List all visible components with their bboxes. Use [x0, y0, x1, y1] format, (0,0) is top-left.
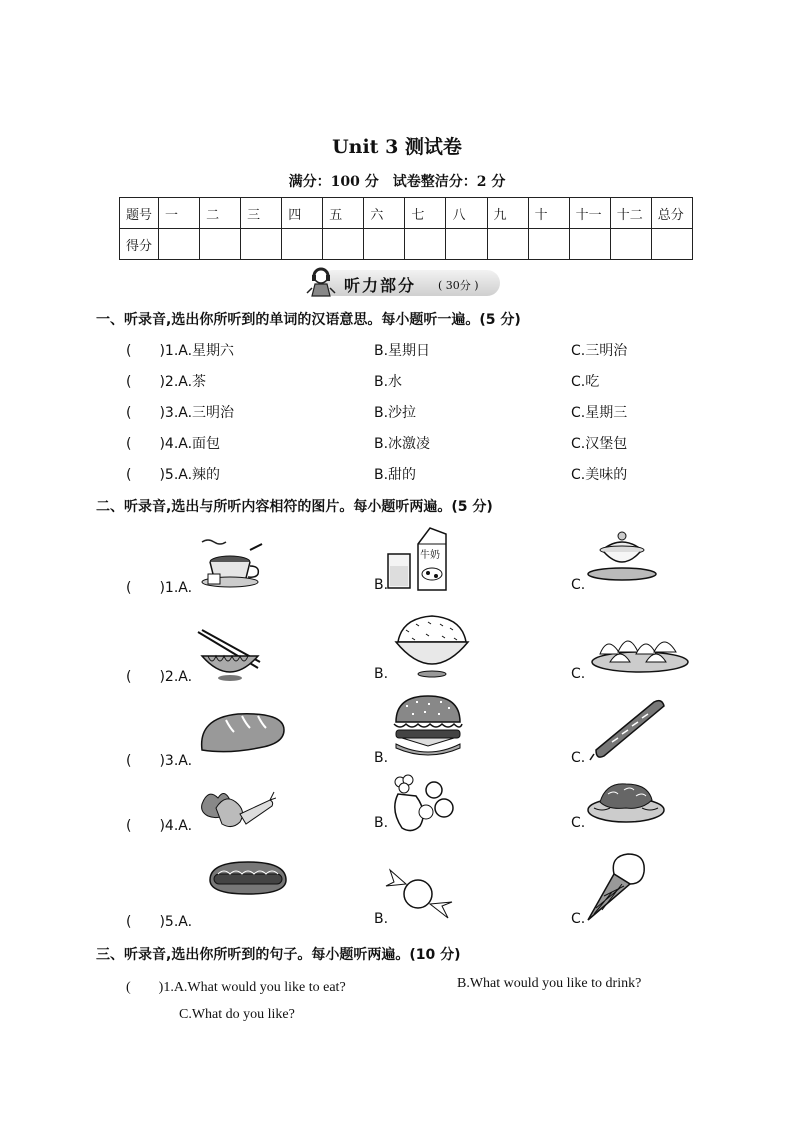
page-title: Unit 3 测试卷 [332, 136, 462, 158]
score-cell[interactable] [200, 229, 241, 260]
table-cell: 十 [528, 198, 569, 229]
hot-dog-icon [206, 858, 290, 898]
s2-q4-b: B. [374, 815, 389, 831]
score-cell[interactable] [446, 229, 487, 260]
banner-points: ( 30分 ) [438, 279, 479, 292]
table-cell: 八 [446, 198, 487, 229]
score-cell[interactable] [528, 229, 569, 260]
bread-icon [198, 708, 288, 756]
s1-q1-a: ( )1.A.星期六 [126, 343, 235, 359]
s2-q5-c: C. [571, 911, 586, 927]
tea-cup-icon [194, 536, 266, 590]
s1-q2-a: ( )2.A.茶 [126, 374, 207, 390]
noodles-bowl-icon [196, 628, 262, 684]
table-cell: 总分 [651, 198, 692, 229]
s2-q3-b: B. [374, 750, 389, 766]
table-cell: 五 [323, 198, 364, 229]
score-cell[interactable] [487, 229, 528, 260]
headphone-kid-icon [306, 266, 336, 300]
listening-banner [300, 266, 500, 300]
fruits-icon [388, 772, 460, 832]
candy-icon [384, 864, 454, 924]
s2-q1-a: ( )1.A. [126, 580, 193, 596]
s1-q3-c: C.星期三 [571, 405, 628, 421]
score-cell[interactable] [364, 229, 405, 260]
milk-carton-icon [386, 526, 458, 592]
section2-heading: 二、听录音,选出与所听内容相符的图片。每小题听两遍。(5 分) [96, 499, 493, 515]
s3-q1-a: ( )1.A.What would you like to eat? [126, 980, 346, 995]
table-cell: 一 [159, 198, 200, 229]
s1-q5-b: B.甜的 [374, 467, 417, 483]
score-cell[interactable] [651, 229, 692, 260]
s2-q4-c: C. [571, 815, 586, 831]
score-cell[interactable] [610, 229, 651, 260]
ice-cream-icon [586, 852, 648, 924]
s1-q2-c: C.吃 [571, 374, 600, 390]
score-cell[interactable] [323, 229, 364, 260]
dumplings-plate-icon [590, 628, 690, 674]
page-subtitle: 满分：100 分 试卷整洁分：2 分 [288, 174, 506, 190]
table-cell: 四 [282, 198, 323, 229]
score-table [119, 197, 693, 260]
table-cell: 七 [405, 198, 446, 229]
banner-title: 听力部分 [344, 276, 417, 295]
table-cell: 三 [241, 198, 282, 229]
s2-q3-c: C. [571, 750, 586, 766]
table-cell: 得分 [120, 229, 159, 260]
rice-bowl-icon [392, 610, 472, 678]
s2-q2-b: B. [374, 666, 389, 682]
milk-label: 牛奶 [420, 550, 440, 561]
s3-q1-c: C.What do you like? [179, 1007, 295, 1022]
score-table-score-row [120, 229, 693, 260]
s1-q5-c: C.美味的 [571, 467, 628, 483]
score-cell[interactable] [241, 229, 282, 260]
s1-q4-c: C.汉堡包 [571, 436, 628, 452]
table-cell: 十二 [610, 198, 651, 229]
table-cell: 九 [487, 198, 528, 229]
s2-q4-a: ( )4.A. [126, 818, 193, 834]
s1-q1-b: B.星期日 [374, 343, 431, 359]
table-cell: 题号 [120, 198, 159, 229]
score-table-header-row [120, 198, 693, 229]
sausage-icon [588, 694, 668, 764]
hamburger-icon [392, 692, 464, 758]
section1-heading: 一、听录音,选出你所听到的单词的汉语意思。每小题听一遍。(5 分) [96, 312, 521, 328]
s1-q3-a: ( )3.A.三明治 [126, 405, 235, 421]
table-cell: 二 [200, 198, 241, 229]
table-cell: 十一 [569, 198, 610, 229]
covered-bowl-icon [586, 530, 658, 586]
s2-q5-a: ( )5.A. [126, 914, 193, 930]
score-cell[interactable] [569, 229, 610, 260]
s1-q5-a: ( )5.A.辣的 [126, 467, 221, 483]
s2-q2-a: ( )2.A. [126, 669, 193, 685]
table-cell: 六 [364, 198, 405, 229]
vegetables-icon [196, 784, 276, 830]
s1-q3-b: B.沙拉 [374, 405, 417, 421]
score-cell[interactable] [159, 229, 200, 260]
s2-q5-b: B. [374, 911, 389, 927]
score-cell[interactable] [405, 229, 446, 260]
s2-q2-c: C. [571, 666, 586, 682]
s1-q4-a: ( )4.A.面包 [126, 436, 221, 452]
s2-q3-a: ( )3.A. [126, 753, 193, 769]
roast-chicken-icon [586, 778, 666, 828]
section3-heading: 三、听录音,选出你所听到的句子。每小题听两遍。(10 分) [96, 947, 461, 963]
s1-q4-b: B.冰激凌 [374, 436, 431, 452]
s1-q1-c: C.三明治 [571, 343, 628, 359]
s2-q1-c: C. [571, 577, 586, 593]
s2-q1-b: B. [374, 577, 389, 593]
s1-q2-b: B.水 [374, 374, 403, 390]
s3-q1-b: B.What would you like to drink? [457, 976, 642, 991]
score-cell[interactable] [282, 229, 323, 260]
